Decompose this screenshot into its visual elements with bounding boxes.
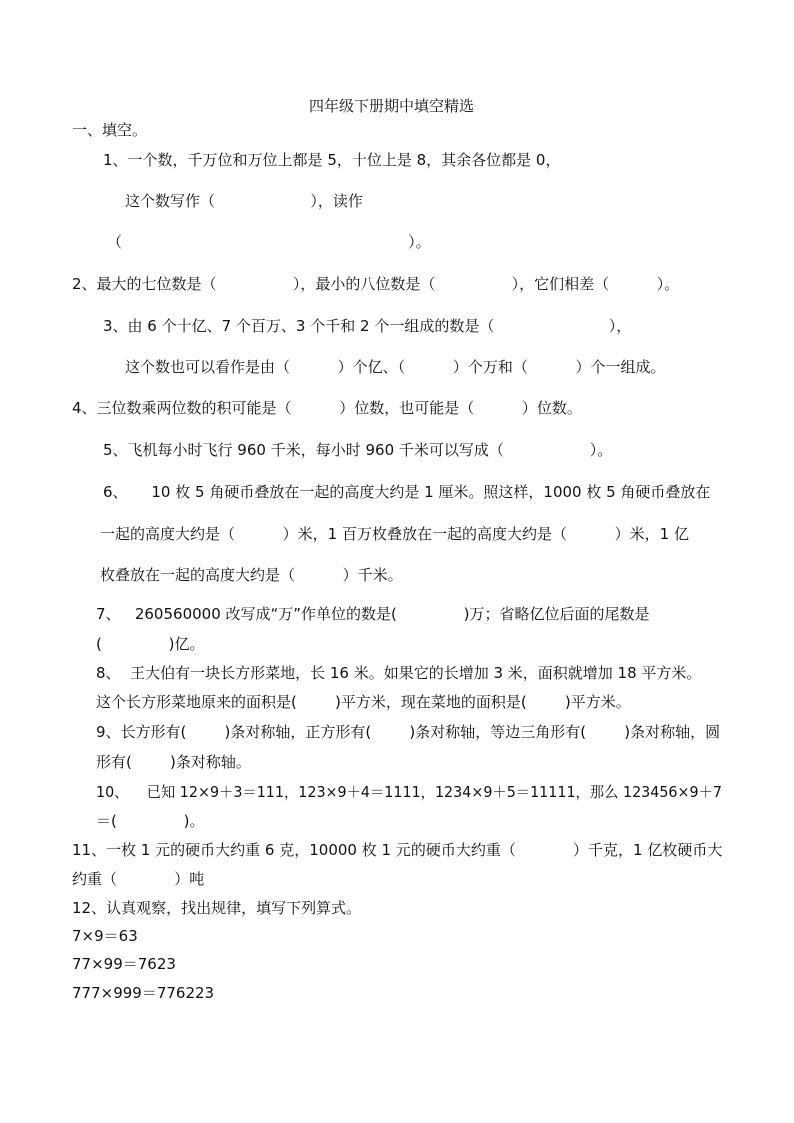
- question-8-line-2: 这个长方形菜地原来的面积是( )平方米，现在菜地的面积是( )平方米。: [96, 693, 631, 711]
- equation-3: 777×999＝776223: [72, 984, 215, 1002]
- question-6-line-3: 枚叠放在一起的高度大约是（ ）千米。: [100, 566, 403, 584]
- question-12: 12、认真观察，找出规律，填写下列算式。: [72, 899, 362, 917]
- question-3-line-2: 这个数也可以看作是由（ ）个亿、（ ）个万和（ ）个一组成。: [125, 358, 666, 376]
- question-1-line-3: （ ）。: [107, 233, 431, 251]
- question-4: 4、三位数乘两位数的积可能是（ ）位数，也可能是（ ）位数。: [72, 399, 582, 417]
- question-3-line-1: 3、由 6 个十亿、7 个百万、3 个千和 2 个一组成的数是（ ），: [103, 317, 632, 335]
- equation-1: 7×9＝63: [72, 927, 138, 945]
- equation-2: 77×99＝7623: [72, 955, 176, 973]
- question-7-line-2: ( )亿。: [96, 635, 205, 653]
- question-10-line-2: ＝( )。: [96, 812, 205, 830]
- question-6-line-1: 6、 10 枚 5 角硬币叠放在一起的高度大约是 1 厘米。照这样，1000 枚 5 角硬币叠放在: [103, 483, 711, 501]
- question-1-line-2: 这个数写作（ ），读作: [125, 192, 363, 210]
- question-6-line-2: 一起的高度大约是（ ）米，1 百万枚叠放在一起的高度大约是（ ）米，1 亿: [100, 525, 689, 543]
- document-title: 四年级下册期中填空精选: [309, 97, 475, 115]
- question-1-line-1: 1、一个数，千万位和万位上都是 5，十位上是 8，其余各位都是 0，: [103, 151, 561, 169]
- question-11-line-1: 11、一枚 1 元的硬币大约重 6 克，10000 枚 1 元的硬币大约重（ ）千克，1 亿枚硬币大: [72, 841, 723, 859]
- question-5: 5、飞机每小时飞行 960 千米，每小时 960 千米可以写成（ ）。: [103, 441, 613, 459]
- question-7-line-1: 7、 260560000 改写成“万”作单位的数是( )万；省略亿位后面的尾数是: [96, 605, 650, 623]
- question-9-line-1: 9、长方形有( )条对称轴，正方形有( )条对称轴，等边三角形有( )条对称轴，圆: [96, 723, 721, 741]
- question-2: 2、最大的七位数是（ ），最小的八位数是（ ），它们相差（ ）。: [72, 275, 680, 293]
- question-8-line-1: 8、 王大伯有一块长方形菜地，长 16 米。如果它的长增加 3 米，面积就增加 18 平方米。: [96, 664, 702, 682]
- question-9-line-2: 形有( )条对称轴。: [96, 753, 251, 771]
- question-11-line-2: 约重（ ）吨: [72, 870, 205, 888]
- section-heading: 一、填空。: [72, 121, 148, 139]
- question-10-line-1: 10、 已知 12×9＋3＝111，123×9＋4＝1111，1234×9＋5＝11111，那么 123456×9＋7: [96, 783, 722, 801]
